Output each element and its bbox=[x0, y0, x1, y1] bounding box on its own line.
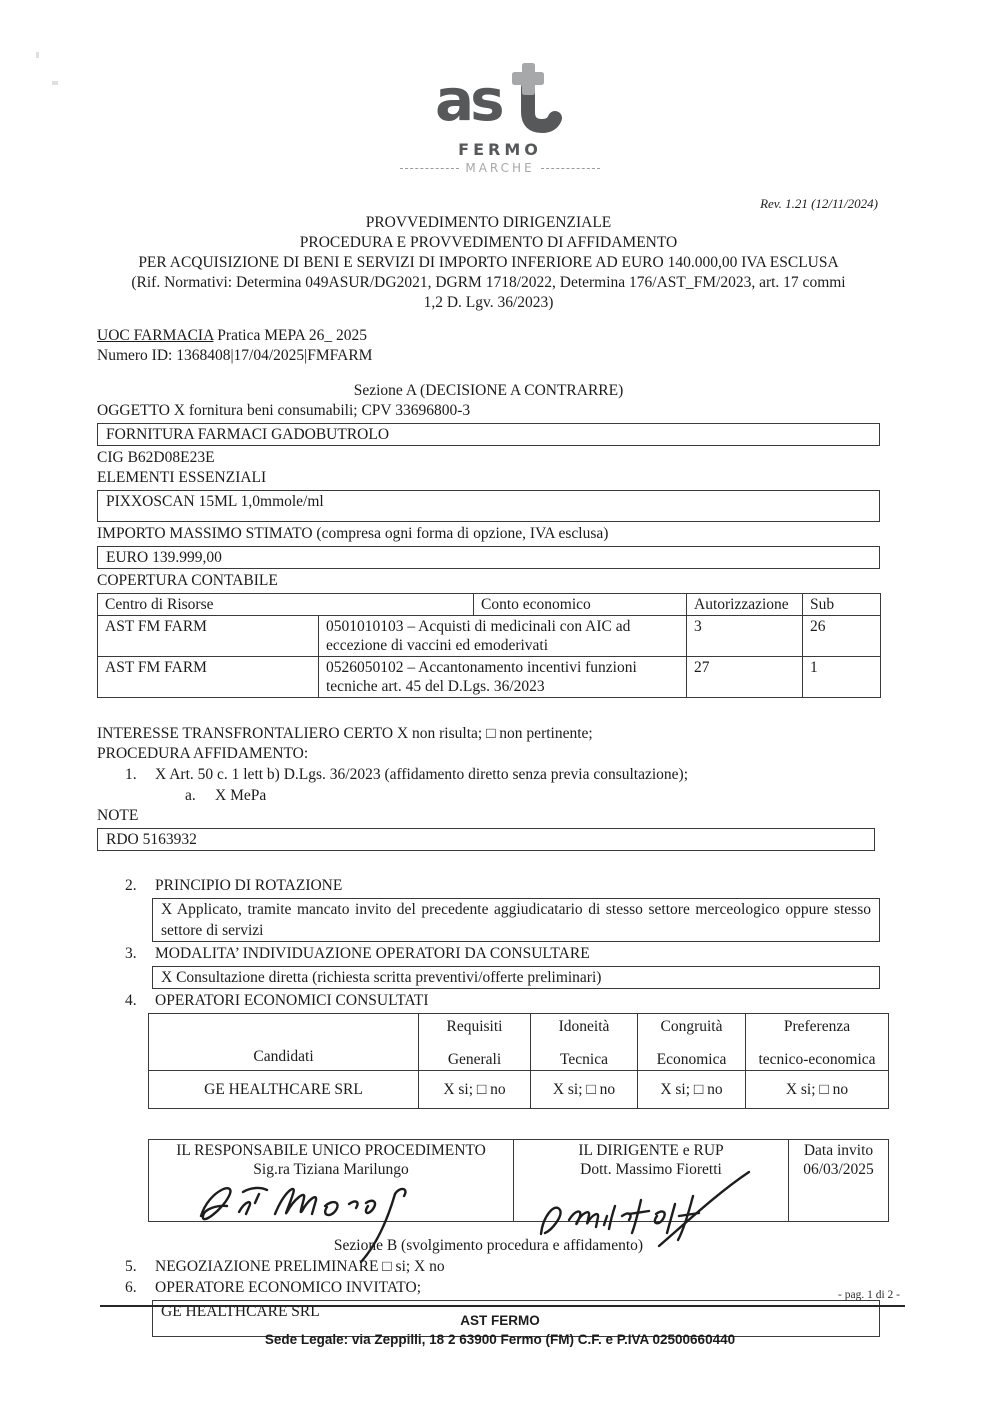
fornitura-box: FORNITURA FARMACI GADOBUTROLO bbox=[97, 423, 880, 446]
logo-dash-right bbox=[541, 168, 600, 169]
item-heading: MODALITA’ INDIVIDUAZIONE OPERATORI DA CONSULTARE bbox=[155, 945, 590, 962]
scan-artifact bbox=[36, 52, 39, 58]
header-line: Tecnica bbox=[560, 1051, 608, 1068]
cell-centro: AST FM FARM bbox=[98, 657, 319, 698]
elementi-label: ELEMENTI ESSENZIALI bbox=[97, 469, 267, 486]
importo-box: EURO 139.999,00 bbox=[97, 546, 880, 569]
cell-idoneita: X si; □ no bbox=[531, 1071, 638, 1109]
cell-conto: 0526050102 – Accantonamento incentivi funzioni tecniche art. 45 del D.Lgs. 36/2023 bbox=[319, 657, 687, 698]
item-number: 4. bbox=[125, 992, 137, 1009]
item-number: 2. bbox=[125, 877, 137, 894]
uoc-rest: Pratica MEPA 26_ 2025 bbox=[213, 327, 367, 344]
uoc-line bbox=[97, 326, 880, 346]
item-number: a. bbox=[185, 787, 196, 804]
logo-marche-text: MARCHE bbox=[465, 161, 535, 175]
list-item-5 bbox=[97, 1257, 880, 1277]
table-row bbox=[149, 1071, 889, 1109]
uoc-label: UOC FARMACIA bbox=[97, 327, 214, 344]
spacer bbox=[97, 853, 880, 875]
header-idoneita-tecnica bbox=[531, 1014, 638, 1071]
numero-id: Numero ID: 1368408|17/04/2025|FMFARM bbox=[97, 347, 373, 364]
spacer bbox=[97, 1109, 880, 1139]
spacer bbox=[97, 1222, 880, 1236]
table-row bbox=[98, 616, 881, 657]
header-requisiti-generali bbox=[419, 1014, 531, 1071]
table-header-row bbox=[149, 1014, 889, 1071]
interesse-line: INTERESSE TRANSFRONTALIERO CERTO X non risulta; □ non pertinente; bbox=[97, 725, 593, 742]
cell-conto: 0501010103 – Acquisti di medicinali con AIC ad eccezione di vaccini ed emoderivati bbox=[319, 616, 687, 657]
footer-address: Sede Legale: via Zeppilli, 18 2 63900 Fermo (FM) C.F. e P.IVA 02500660440 bbox=[264, 1332, 736, 1347]
cell-congruita: X si; □ no bbox=[638, 1071, 746, 1109]
item-text: X MePa bbox=[215, 787, 267, 804]
header-candidati: Candidati bbox=[149, 1014, 419, 1071]
consultazione-box: X Consultazione diretta (richiesta scritta preventivi/offerte preliminari) bbox=[152, 966, 880, 989]
table-row bbox=[98, 657, 881, 698]
table-header-row bbox=[98, 594, 881, 616]
ast-fermo-logo bbox=[0, 62, 1000, 175]
item-heading: OPERATORE ECONOMICO INVITATO; bbox=[155, 1279, 421, 1296]
ast-logo-mark bbox=[425, 62, 575, 134]
operatore-invitato-box: GE HEALTHCARE SRL bbox=[152, 1300, 880, 1337]
item-number: 3. bbox=[125, 945, 137, 962]
cell-sub: 1 bbox=[803, 657, 881, 698]
dirigente-title: IL DIRIGENTE e RUP bbox=[578, 1142, 724, 1159]
footer-rule bbox=[100, 1305, 905, 1307]
note-box: RDO 5163932 bbox=[97, 828, 875, 851]
header-line: Idoneità bbox=[558, 1018, 610, 1035]
spacer bbox=[97, 698, 880, 724]
logo-dash-left bbox=[400, 168, 459, 169]
title-line-4: (Rif. Normativi: Determina 049ASUR/DG2021, DGRM 1718/2022, Determina 176/AST_FM/2023, art. 17 commi bbox=[131, 274, 846, 291]
logo-as-text: as bbox=[435, 66, 501, 134]
list-item-3 bbox=[97, 944, 880, 964]
dirigente-name: Dott. Massimo Fioretti bbox=[580, 1161, 722, 1178]
header-sub: Sub bbox=[803, 594, 881, 616]
cell-sub: 26 bbox=[803, 616, 881, 657]
responsabile-cell bbox=[149, 1140, 514, 1222]
data-invito-cell bbox=[789, 1140, 889, 1222]
list-item-6 bbox=[97, 1278, 880, 1298]
cell-autorizzazione: 3 bbox=[687, 616, 803, 657]
list-item-1a bbox=[97, 786, 880, 806]
cig-line: CIG B62D08E23E bbox=[97, 449, 215, 466]
header-line: Generali bbox=[447, 1051, 502, 1068]
document-body bbox=[97, 213, 880, 1339]
signature-table bbox=[148, 1139, 889, 1222]
revision-note: Rev. 1.21 (12/11/2024) bbox=[760, 196, 878, 211]
footer-organization: AST FERMO bbox=[460, 1313, 540, 1328]
cell-centro: AST FM FARM bbox=[98, 616, 319, 657]
logo-plus-horizontal bbox=[512, 72, 544, 85]
header-congruita-economica bbox=[638, 1014, 746, 1071]
data-invito-label: Data invito bbox=[803, 1142, 874, 1159]
cell-requisiti: X si; □ no bbox=[419, 1071, 531, 1109]
data-invito-value: 06/03/2025 bbox=[803, 1161, 874, 1178]
item-text: NEGOZIAZIONE PRELIMINARE □ si; X no bbox=[155, 1258, 445, 1275]
header-line: Congruità bbox=[660, 1018, 723, 1035]
dirigente-cell bbox=[514, 1140, 789, 1222]
header-preferenza bbox=[746, 1014, 889, 1071]
item-number: 5. bbox=[125, 1258, 137, 1275]
header-line: Requisiti bbox=[446, 1018, 503, 1035]
header-line: Preferenza bbox=[783, 1018, 851, 1035]
list-item-1 bbox=[97, 765, 880, 785]
cell-candidato: GE HEALTHCARE SRL bbox=[149, 1071, 419, 1109]
item-number: 6. bbox=[125, 1279, 137, 1296]
cell-preferenza: X si; □ no bbox=[746, 1071, 889, 1109]
oggetto-line: OGGETTO X fornitura beni consumabili; CPV 33696800-3 bbox=[97, 402, 471, 419]
signature-row bbox=[149, 1140, 889, 1222]
copertura-contabile-table bbox=[97, 593, 881, 698]
header-centro-di-risorse: Centro di Risorse bbox=[98, 594, 474, 616]
rotazione-box: X Applicato, tramite mancato invito del precedente aggiudicatario di stesso settore merceologico oppure stesso settore di servizi bbox=[152, 898, 880, 942]
note-label: NOTE bbox=[97, 807, 139, 824]
header-conto-economico: Conto economico bbox=[474, 594, 687, 616]
item-heading: OPERATORI ECONOMICI CONSULTATI bbox=[155, 992, 429, 1009]
item-heading: PRINCIPIO DI ROTAZIONE bbox=[155, 877, 343, 894]
sezione-a-heading: Sezione A (DECISIONE A CONTRARRE) bbox=[353, 382, 624, 399]
operatori-economici-table bbox=[148, 1013, 889, 1109]
list-item-2 bbox=[97, 876, 880, 896]
cell-autorizzazione: 27 bbox=[687, 657, 803, 698]
header-autorizzazione: Autorizzazione bbox=[687, 594, 803, 616]
header-line: Economica bbox=[656, 1051, 727, 1068]
copertura-label: COPERTURA CONTABILE bbox=[97, 572, 278, 589]
practice-identifiers bbox=[97, 326, 880, 366]
logo-fermo-text: FERMO bbox=[458, 140, 542, 159]
document-title bbox=[97, 213, 880, 313]
title-line-3: PER ACQUISIZIONE DI BENI E SERVIZI DI IMPORTO INFERIORE AD EURO 140.000,00 IVA ESCLUSA bbox=[138, 254, 839, 271]
logo-marche-row bbox=[400, 161, 600, 175]
sezione-b-heading: Sezione B (svolgimento procedura e affidamento) bbox=[333, 1237, 644, 1254]
title-line-5: 1,2 D. Lgv. 36/2023) bbox=[423, 294, 554, 311]
responsabile-name: Sig.ra Tiziana Marilungo bbox=[253, 1161, 409, 1178]
responsabile-title: IL RESPONSABILE UNICO PROCEDIMENTO bbox=[176, 1142, 486, 1159]
list-item-4 bbox=[97, 991, 880, 1011]
procedura-label: PROCEDURA AFFIDAMENTO: bbox=[97, 745, 309, 762]
elementi-box: PIXXOSCAN 15ML 1,0mmole/ml bbox=[97, 490, 880, 522]
item-number: 1. bbox=[125, 766, 137, 783]
page-indicator: - pag. 1 di 2 - bbox=[838, 1289, 900, 1301]
item-text: X Art. 50 c. 1 lett b) D.Lgs. 36/2023 (affidamento diretto senza previa consultazione); bbox=[155, 766, 689, 783]
importo-label: IMPORTO MASSIMO STIMATO (compresa ogni forma di opzione, IVA esclusa) bbox=[97, 525, 609, 542]
header-line: tecnico-economica bbox=[758, 1051, 876, 1068]
title-line-1: PROVVEDIMENTO DIRIGENZIALE bbox=[365, 214, 612, 231]
title-line-2: PROCEDURA E PROVVEDIMENTO DI AFFIDAMENTO bbox=[299, 234, 678, 251]
